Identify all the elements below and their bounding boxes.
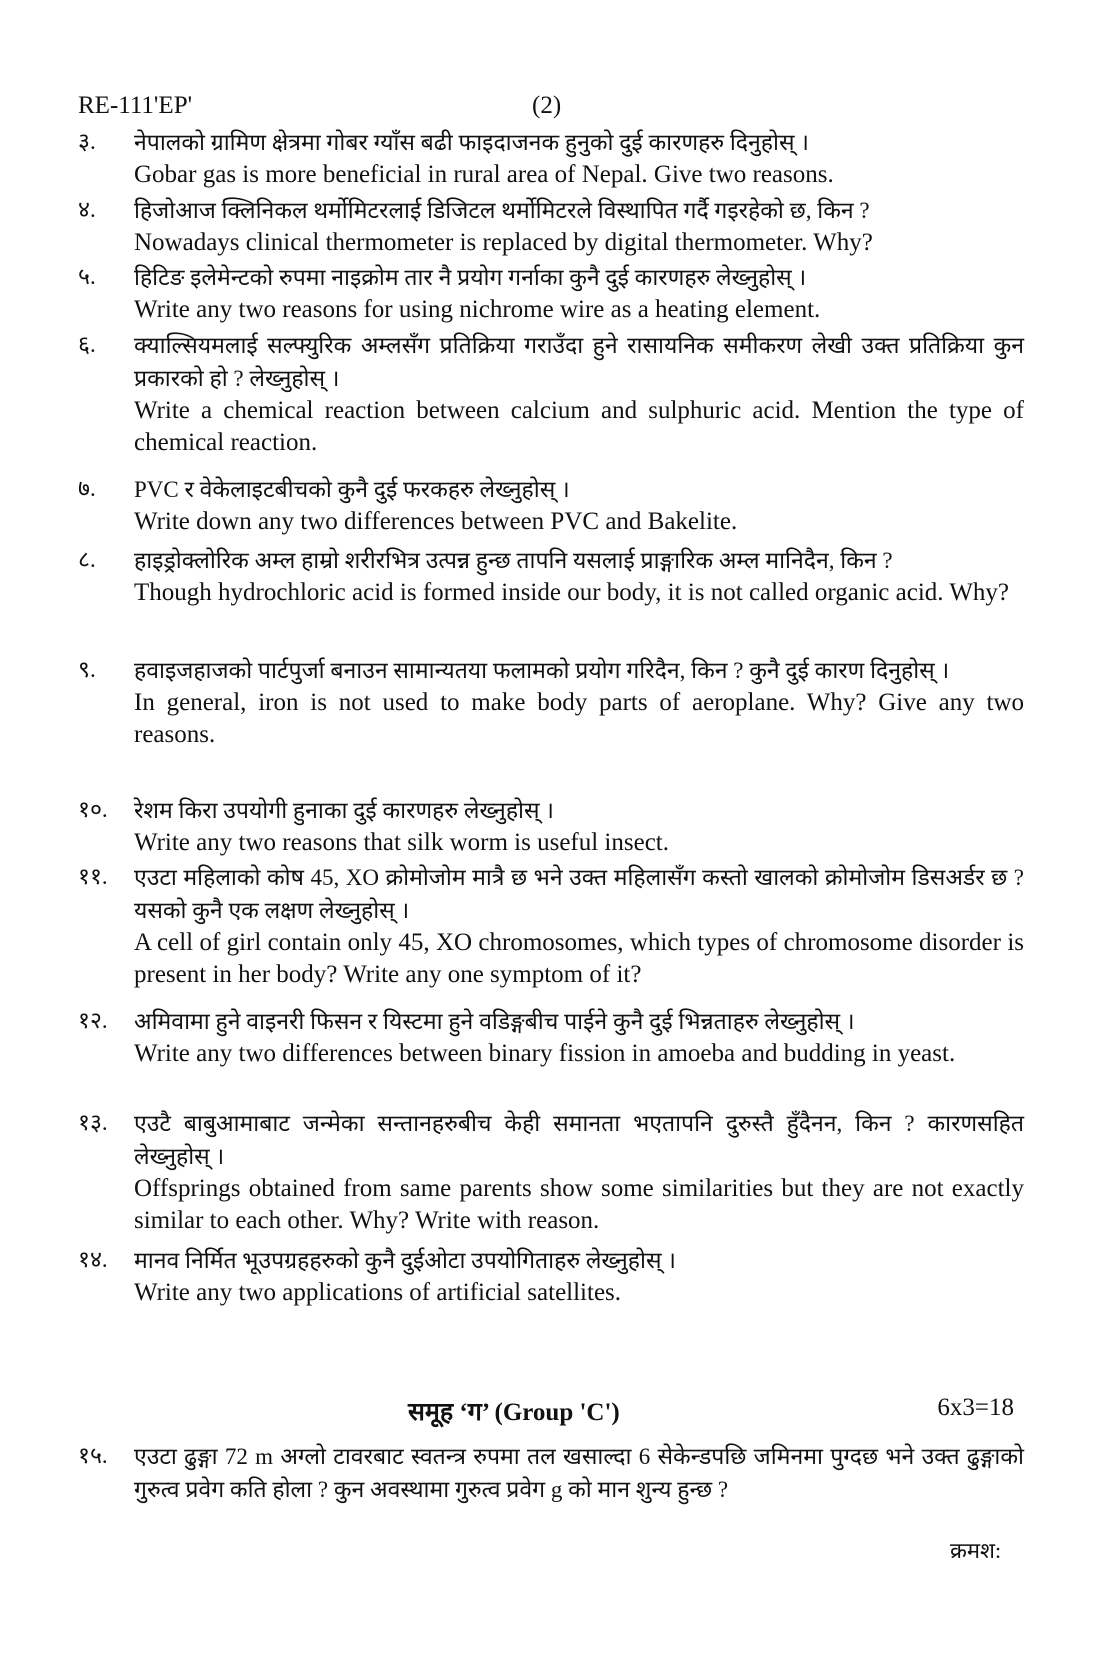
question-7 <box>78 473 1024 538</box>
question-text-english: Gobar gas is more beneficial in rural area of Nepal. Give two reasons. <box>134 161 834 188</box>
question-3 <box>78 126 1024 191</box>
question-text-nepali: रेशम किरा उपयोगी हुनाका दुई कारणहरु लेख्नुहोस् । <box>134 798 555 823</box>
question-text-nepali: हवाइजहाजको पार्टपुर्जा बनाउन सामान्यतया फलामको प्रयोग गरिदैन, किन ? कुनै दुई कारण दिनुहोस् । <box>134 658 950 683</box>
question-number: १४. <box>78 1247 108 1272</box>
question-text-english: Write down any two differences between PVC and Bakelite. <box>134 508 738 535</box>
question-text-english: In general, iron is not used to make body parts of aeroplane. Why? Give any two reasons. <box>134 689 1024 748</box>
group-marks: 6x3=18 <box>937 1394 1014 1421</box>
question-number: ११. <box>78 864 108 889</box>
question-text-nepali: हिटिङ इलेमेन्टको रुपमा नाइक्रोम तार नै प्रयोग गर्नाका कुनै दुई कारणहरु लेख्नुहोस् । <box>134 265 807 290</box>
question-text-nepali: हाइड्रोक्लोरिक अम्ल हाम्रो शरीरभित्र उत्पन्न हुन्छ तापनि यसलाई प्राङ्गारिक अम्ल मानिदैन, किन ? <box>134 548 893 573</box>
question-text-nepali: नेपालको ग्रामिण क्षेत्रमा गोबर ग्याँस बढी फाइदाजनक हुनुको दुई कारणहरु दिनुहोस् । <box>134 130 809 155</box>
question-text-nepali: मानव निर्मित भूउपग्रहहरुको कुनै दुईओटा उपयोगिताहरु लेख्नुहोस् । <box>134 1248 676 1273</box>
page-number: (2) <box>532 92 562 119</box>
question-text-english: Write any two differences between binary fission in amoeba and budding in yeast. <box>134 1040 956 1067</box>
question-11 <box>78 861 1024 991</box>
question-4 <box>78 194 1024 259</box>
question-text-nepali: हिजोआज क्लिनिकल थर्मोमिटरलाई डिजिटल थर्मोमिटरले विस्थापित गर्दै गइरहेको छ, किन ? <box>134 198 870 223</box>
question-number: ४. <box>78 197 96 222</box>
question-text-english: A cell of girl contain only 45, XO chromosomes, which types of chromosome disorder is present in her body? Write any one symptom of it? <box>134 929 1024 988</box>
question-number: १२. <box>78 1008 108 1033</box>
question-text-nepali: एउटा महिलाको कोष 45, XO क्रोमोजोम मात्रै छ भने उक्त महिलासँग कस्तो खालको क्रोमोजोम डिसअर्डर छ ? यसको कुनै एक लक्षण लेख्नुहोस् । <box>134 865 1024 923</box>
question-text-nepali: क्याल्सियमलाई सल्फ्युरिक अम्लसँग प्रतिक्रिया गराउँदा हुने रासायनिक समीकरण लेखी उक्त प्रतिक्रिया कुन प्रकारको हो ? लेख्नुहोस् । <box>134 333 1024 391</box>
question-text-english: Write any two reasons that silk worm is useful insect. <box>134 829 669 856</box>
question-number: ८. <box>78 547 96 572</box>
question-5 <box>78 261 1024 326</box>
question-number: ३. <box>78 129 96 154</box>
continued-marker: क्रमश: <box>950 1538 1002 1563</box>
question-12 <box>78 1005 1024 1070</box>
question-text-nepali: एउटै बाबुआमाबाट जन्मेका सन्तानहरुबीच केही समानता भएतापनि दुरुस्तै हुँदैनन, किन ? कारणसहित लेख्नुहोस् । <box>134 1111 1024 1169</box>
question-6 <box>78 329 1024 459</box>
question-number: १५. <box>78 1443 108 1468</box>
question-9 <box>78 654 1024 751</box>
question-text-nepali: एउटा ढुङ्गा 72 m अग्लो टावरबाट स्वतन्त्र रुपमा तल खसाल्दा 6 सेकेन्डपछि जमिनमा पुग्दछ भने उक्त ढुङ्गाको गुरुत्व प्रवेग कति होला ? कुन अवस्थामा गुरुत्व प्रवेग g को मान शुन्य हुन्छ ? <box>134 1444 1024 1502</box>
question-14 <box>78 1244 1024 1309</box>
question-number: १३. <box>78 1110 108 1135</box>
question-15 <box>78 1440 1024 1506</box>
question-number: ९. <box>78 657 96 682</box>
question-text-english: Offsprings obtained from same parents show some similarities but they are not exactly similar to each other. Why? Write with reason. <box>134 1175 1024 1234</box>
question-10 <box>78 794 1024 859</box>
paper-code: RE-111'EP' <box>78 92 193 119</box>
question-number: ५. <box>78 264 96 289</box>
group-c-heading <box>78 1394 1024 1434</box>
question-number: ७. <box>78 476 96 501</box>
question-8 <box>78 544 1024 609</box>
question-text-english: Write any two reasons for using nichrome wire as a heating element. <box>134 296 821 323</box>
group-title: समूह ‘ग’ (Group 'C') <box>408 1399 620 1426</box>
question-text-nepali: अमिवामा हुने वाइनरी फिसन र यिस्टमा हुने वडिङ्गबीच पाईने कुनै दुई भिन्नताहरु लेख्नुहोस् । <box>134 1009 855 1034</box>
question-text-nepali: PVC र वेकेलाइटबीचको कुनै दुई फरकहरु लेख्नुहोस् । <box>134 477 570 502</box>
question-text-english: Nowadays clinical thermometer is replaced by digital thermometer. Why? <box>134 229 873 256</box>
question-13 <box>78 1107 1024 1237</box>
question-text-english: Write a chemical reaction between calcium and sulphuric acid. Mention the type of chemical reaction. <box>134 397 1024 456</box>
question-number: १०. <box>78 797 108 822</box>
question-number: ६. <box>78 332 96 357</box>
question-text-english: Write any two applications of artificial satellites. <box>134 1279 622 1306</box>
question-text-english: Though hydrochloric acid is formed inside our body, it is not called organic acid. Why? <box>134 579 1010 606</box>
